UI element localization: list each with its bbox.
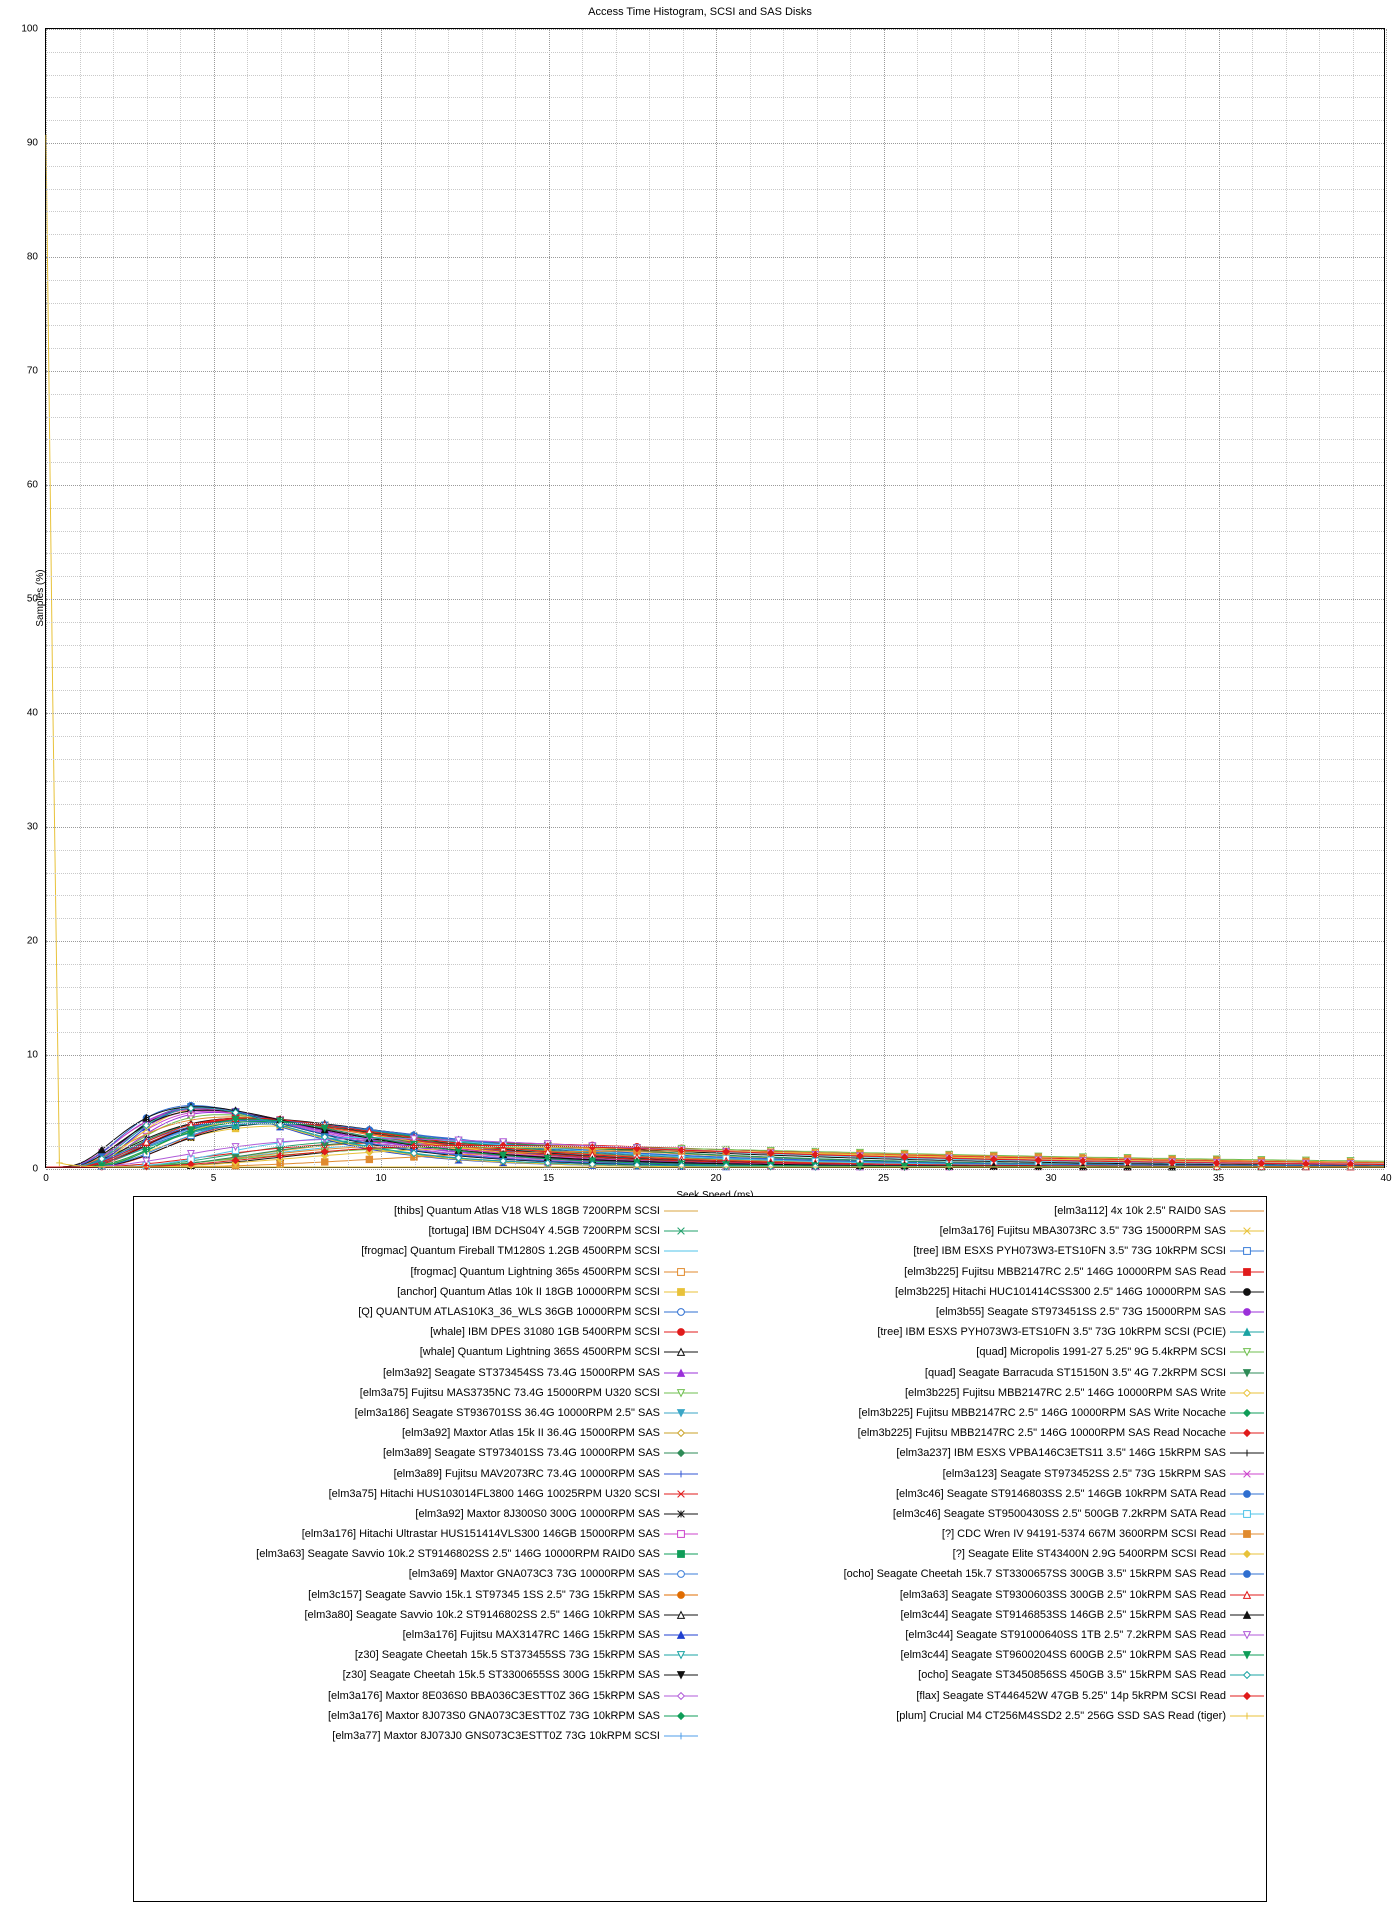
legend-swatch xyxy=(1230,1366,1264,1380)
gridline-horizontal xyxy=(46,166,1384,167)
legend-swatch xyxy=(1230,1668,1264,1682)
legend-swatch xyxy=(1230,1547,1264,1561)
gridline-horizontal xyxy=(46,52,1384,53)
legend-swatch xyxy=(664,1305,698,1319)
legend-item-label: [whale] Quantum Lightning 365S 4500RPM SCSI xyxy=(419,1346,660,1359)
legend-item[interactable] xyxy=(134,1544,700,1564)
gridline-vertical xyxy=(1319,29,1320,1167)
legend-item[interactable] xyxy=(700,1625,1266,1645)
legend-item-label: [tree] IBM ESXS PYH073W3-ETS10FN 3.5" 73G 10kRPM SCSI xyxy=(913,1245,1226,1258)
legend-item-label: [elm3a63] Seagate Savvio 10k.2 ST9146802SS 2.5" 146G 10000RPM RAID0 SAS xyxy=(256,1548,660,1561)
gridline-horizontal xyxy=(46,234,1384,235)
legend-swatch xyxy=(1230,1386,1264,1400)
legend-item[interactable] xyxy=(700,1645,1266,1665)
legend-item[interactable] xyxy=(700,1383,1266,1403)
legend-swatch xyxy=(664,1507,698,1521)
legend-item-label: [?] Seagate Elite ST43400N 2.9G 5400RPM SCSI Read xyxy=(952,1548,1226,1561)
legend-swatch xyxy=(664,1729,698,1743)
legend-swatch xyxy=(1230,1325,1264,1339)
gridline-horizontal xyxy=(46,211,1384,212)
legend-item[interactable] xyxy=(134,1383,700,1403)
gridline-horizontal xyxy=(46,462,1384,463)
legend-swatch xyxy=(664,1709,698,1723)
legend-item-label: [elm3a89] Fujitsu MAV2073RC 73.4G 10000RPM SAS xyxy=(393,1467,660,1480)
gridline-vertical xyxy=(783,29,784,1167)
legend-item[interactable] xyxy=(700,1363,1266,1383)
legend-swatch xyxy=(664,1345,698,1359)
x-axis-tick-label: 40 xyxy=(1380,1173,1392,1184)
legend-item-label: [elm3a75] Hitachi HUS103014FL3800 146G 10025RPM U320 SCSI xyxy=(328,1487,660,1500)
legend-item-label: [elm3a176] Maxtor 8J073S0 GNA073C3ESTT0Z 73G 10kRPM SAS xyxy=(328,1709,660,1722)
x-axis-tick-label: 15 xyxy=(542,1173,555,1184)
gridline-vertical xyxy=(180,29,181,1167)
legend-swatch xyxy=(664,1668,698,1682)
legend-item-label: [whale] IBM DPES 31080 1GB 5400RPM SCSI xyxy=(430,1326,660,1339)
legend-item-label: [tortuga] IBM DCHS04Y 4.5GB 7200RPM SCSI xyxy=(428,1225,660,1238)
gridline-horizontal xyxy=(46,531,1384,532)
legend-item-label: [plum] Crucial M4 CT256M4SSD2 2.5" 256G SSD SAS Read (tiger) xyxy=(896,1709,1226,1722)
gridline-vertical xyxy=(147,29,148,1167)
gridline-vertical xyxy=(1152,29,1153,1167)
gridline-horizontal xyxy=(46,918,1384,919)
legend-item[interactable] xyxy=(134,1282,700,1302)
legend-item-label: [elm3b225] Fujitsu MBB2147RC 2.5" 146G 10000RPM SAS Write xyxy=(904,1386,1226,1399)
y-axis-tick-label: 40 xyxy=(26,707,38,719)
legend-item-label: [elm3a123] Seagate ST973452SS 2.5" 73G 15kRPM SAS xyxy=(942,1467,1226,1480)
legend-swatch xyxy=(1230,1426,1264,1440)
legend-item[interactable] xyxy=(134,1443,700,1463)
y-axis-label: Samples (%) xyxy=(35,569,47,627)
legend-item-label: [elm3a176] Fujitsu MBA3073RC 3.5" 73G 15000RPM SAS xyxy=(939,1225,1226,1238)
y-axis-tick-label: 0 xyxy=(32,1163,38,1175)
legend-item-label: [elm3a186] Seagate ST936701SS 36.4G 10000RPM 2.5" SAS xyxy=(354,1406,660,1419)
x-axis-tick-label: 30 xyxy=(1045,1173,1057,1184)
legend-swatch xyxy=(664,1325,698,1339)
legend-swatch xyxy=(664,1588,698,1602)
gridline-vertical xyxy=(1353,29,1354,1167)
gridline-horizontal xyxy=(46,97,1384,98)
gridline-horizontal xyxy=(46,576,1384,577)
y-axis-tick-label: 50 xyxy=(26,593,38,605)
gridline-horizontal xyxy=(46,827,1384,828)
legend-item[interactable] xyxy=(134,1463,700,1483)
legend-swatch xyxy=(664,1406,698,1420)
legend-item[interactable] xyxy=(134,1605,700,1625)
y-axis-tick-label: 80 xyxy=(26,251,38,263)
gridline-vertical xyxy=(1219,29,1220,1167)
legend-swatch xyxy=(664,1366,698,1380)
gridline-horizontal xyxy=(46,29,1384,30)
y-axis-tick-label: 10 xyxy=(26,1049,38,1061)
gridline-horizontal xyxy=(46,713,1384,714)
legend-item[interactable] xyxy=(700,1221,1266,1241)
legend-swatch xyxy=(664,1527,698,1541)
legend-item-label: [elm3c157] Seagate Savvio 15k.1 ST97345 1SS 2.5" 73G 15kRPM SAS xyxy=(308,1588,660,1601)
legend-item-label: [elm3a89] Seagate ST973401SS 73.4G 10000RPM SAS xyxy=(382,1447,660,1460)
legend-swatch xyxy=(664,1467,698,1481)
legend-item-label: [elm3a80] Seagate Savvio 10k.2 ST9146802SS 2.5" 146G 10kRPM SAS xyxy=(304,1608,660,1621)
gridline-vertical xyxy=(515,29,516,1167)
legend-swatch xyxy=(1230,1467,1264,1481)
gridline-vertical xyxy=(917,29,918,1167)
legend-item-label: [elm3a92] Maxtor Atlas 15k II 36.4G 15000RPM SAS xyxy=(401,1427,660,1440)
y-axis-tick-label: 70 xyxy=(26,365,38,377)
legend-column-right xyxy=(700,1201,1266,1901)
legend-item[interactable] xyxy=(134,1726,700,1746)
legend-swatch xyxy=(664,1648,698,1662)
gridline-horizontal xyxy=(46,257,1384,258)
gridline-horizontal xyxy=(46,189,1384,190)
gridline-vertical xyxy=(1252,29,1253,1167)
legend-item[interactable] xyxy=(134,1201,700,1221)
legend-item-label: [ocho] Seagate ST3450856SS 450GB 3.5" 15kRPM SAS Read xyxy=(918,1669,1226,1682)
legend-item-label: [Q] QUANTUM ATLAS10K3_36_WLS 36GB 10000RPM SCSI xyxy=(358,1306,660,1319)
legend-item-label: [elm3a75] Fujitsu MAS3735NC 73.4G 15000RPM U320 SCSI xyxy=(359,1386,660,1399)
legend-item[interactable] xyxy=(700,1201,1266,1221)
legend-item-label: [elm3c46] Seagate ST9146803SS 2.5" 146GB 10kRPM SATA Read xyxy=(895,1487,1226,1500)
gridline-horizontal xyxy=(46,417,1384,418)
gridline-horizontal xyxy=(46,120,1384,121)
gridline-horizontal xyxy=(46,781,1384,782)
gridline-vertical xyxy=(113,29,114,1167)
legend-item[interactable] xyxy=(700,1484,1266,1504)
gridline-horizontal xyxy=(46,690,1384,691)
legend-item[interactable] xyxy=(700,1322,1266,1342)
gridline-horizontal xyxy=(46,303,1384,304)
legend-swatch xyxy=(1230,1507,1264,1521)
legend-item-label: [quad] Seagate Barracuda ST15150N 3.5" 4G 7.2kRPM SCSI xyxy=(924,1366,1226,1379)
legend-item[interactable] xyxy=(134,1403,700,1423)
gridline-vertical xyxy=(448,29,449,1167)
legend xyxy=(133,1196,1267,1902)
legend-item-label: [tree] IBM ESXS PYH073W3-ETS10FN 3.5" 73G 10kRPM SCSI (PCIE) xyxy=(877,1326,1226,1339)
legend-swatch xyxy=(664,1204,698,1218)
y-axis-tick-label: 30 xyxy=(26,821,38,833)
legend-swatch xyxy=(664,1386,698,1400)
legend-item[interactable] xyxy=(134,1524,700,1544)
legend-swatch xyxy=(664,1567,698,1581)
legend-item[interactable] xyxy=(700,1302,1266,1322)
legend-item-label: [thibs] Quantum Atlas V18 WLS 18GB 7200RPM SCSI xyxy=(394,1205,660,1218)
gridline-horizontal xyxy=(46,804,1384,805)
plot-area xyxy=(21,23,1392,1184)
legend-item[interactable] xyxy=(700,1544,1266,1564)
legend-item[interactable] xyxy=(700,1241,1266,1261)
gridline-vertical xyxy=(415,29,416,1167)
legend-item-label: [flax] Seagate ST446452W 47GB 5.25" 14p 5kRPM SCSI Read xyxy=(916,1689,1226,1702)
gridline-horizontal xyxy=(46,485,1384,486)
legend-item-label: [elm3a176] Fujitsu MAX3147RC 146G 15kRPM SAS xyxy=(402,1629,660,1642)
legend-item-label: [elm3a92] Seagate ST373454SS 73.4G 15000RPM SAS xyxy=(382,1366,660,1379)
legend-item-label: [elm3a92] Maxtor 8J300S0 300G 10000RPM SAS xyxy=(415,1507,660,1520)
gridline-vertical xyxy=(750,29,751,1167)
legend-item-label: [elm3b225] Fujitsu MBB2147RC 2.5" 146G 10000RPM SAS Read Nocache xyxy=(857,1427,1226,1440)
legend-item[interactable] xyxy=(700,1282,1266,1302)
gridline-horizontal xyxy=(46,850,1384,851)
gridline-vertical xyxy=(80,29,81,1167)
gridline-vertical xyxy=(281,29,282,1167)
legend-swatch xyxy=(664,1487,698,1501)
legend-swatch xyxy=(1230,1487,1264,1501)
gridline-vertical xyxy=(951,29,952,1167)
legend-item[interactable] xyxy=(134,1322,700,1342)
gridline-horizontal xyxy=(46,873,1384,874)
legend-item[interactable] xyxy=(134,1302,700,1322)
legend-item-label: [elm3b225] Fujitsu MBB2147RC 2.5" 146G 10000RPM SAS Read xyxy=(904,1265,1226,1278)
legend-item-label: [elm3a69] Maxtor GNA073C3 73G 10000RPM SAS xyxy=(408,1568,660,1581)
gridline-vertical xyxy=(1118,29,1119,1167)
gridline-horizontal xyxy=(46,1055,1384,1056)
legend-item[interactable] xyxy=(134,1706,700,1726)
legend-swatch xyxy=(1230,1527,1264,1541)
legend-swatch xyxy=(1230,1305,1264,1319)
gridline-horizontal xyxy=(46,622,1384,623)
gridline-vertical xyxy=(1085,29,1086,1167)
gridline-vertical xyxy=(348,29,349,1167)
legend-item[interactable] xyxy=(134,1625,700,1645)
legend-swatch xyxy=(1230,1608,1264,1622)
legend-item-label: [elm3a176] Hitachi Ultrastar HUS151414VLS300 146GB 15000RPM SAS xyxy=(301,1528,660,1541)
x-axis-tick-label: 35 xyxy=(1212,1173,1225,1184)
gridline-horizontal xyxy=(46,895,1384,896)
legend-swatch xyxy=(1230,1244,1264,1258)
legend-item[interactable] xyxy=(700,1504,1266,1524)
legend-swatch xyxy=(1230,1648,1264,1662)
gridline-vertical xyxy=(716,29,717,1167)
gridline-horizontal xyxy=(46,1146,1384,1147)
legend-item-label: [elm3c46] Seagate ST9500430SS 2.5" 500GB 7.2kRPM SATA Read xyxy=(892,1507,1226,1520)
gridline-vertical xyxy=(1018,29,1019,1167)
gridline-horizontal xyxy=(46,1078,1384,1079)
gridline-horizontal xyxy=(46,553,1384,554)
gridline-horizontal xyxy=(46,439,1384,440)
legend-swatch xyxy=(1230,1345,1264,1359)
legend-column-left xyxy=(134,1201,700,1901)
legend-item[interactable] xyxy=(700,1686,1266,1706)
gridline-horizontal xyxy=(46,645,1384,646)
gridline-vertical xyxy=(984,29,985,1167)
legend-swatch xyxy=(1230,1709,1264,1723)
legend-item[interactable] xyxy=(134,1665,700,1685)
legend-item[interactable] xyxy=(700,1443,1266,1463)
legend-item-label: [elm3a112] 4x 10k 2.5" RAID0 SAS xyxy=(1054,1205,1226,1218)
legend-item-label: [elm3c44] Seagate ST9600204SS 600GB 2.5" 10kRPM SAS Read xyxy=(900,1649,1226,1662)
legend-item[interactable] xyxy=(700,1585,1266,1605)
legend-swatch xyxy=(664,1547,698,1561)
legend-item-label: [elm3a63] Seagate ST9300603SS 300GB 2.5" 10kRPM SAS Read xyxy=(899,1588,1226,1601)
legend-item-label: [elm3c44] Seagate ST9146853SS 146GB 2.5" 15kRPM SAS Read xyxy=(900,1608,1226,1621)
legend-swatch xyxy=(1230,1446,1264,1460)
legend-swatch xyxy=(1230,1628,1264,1642)
gridline-horizontal xyxy=(46,75,1384,76)
gridline-vertical xyxy=(1286,29,1287,1167)
legend-item[interactable] xyxy=(700,1403,1266,1423)
legend-swatch xyxy=(664,1628,698,1642)
legend-swatch xyxy=(1230,1204,1264,1218)
legend-item[interactable] xyxy=(700,1605,1266,1625)
y-axis-tick-label: 90 xyxy=(26,137,38,149)
x-axis-tick-label: 0 xyxy=(43,1173,49,1184)
legend-item-label: [elm3a176] Maxtor 8E036S0 BBA036C3ESTT0Z 36G 15kRPM SAS xyxy=(328,1689,660,1702)
legend-item-label: [elm3b225] Hitachi HUC101414CSS300 2.5" 146G 10000RPM SAS xyxy=(894,1285,1226,1298)
legend-item-label: [frogmac] Quantum Lightning 365s 4500RPM SCSI xyxy=(410,1265,660,1278)
legend-swatch xyxy=(1230,1588,1264,1602)
gridline-horizontal xyxy=(46,143,1384,144)
gridline-vertical xyxy=(1386,29,1387,1167)
legend-item-label: [ocho] Seagate Cheetah 15k.7 ST3300657SS 300GB 3.5" 15kRPM SAS Read xyxy=(843,1568,1226,1581)
gridline-vertical xyxy=(616,29,617,1167)
gridline-vertical xyxy=(1051,29,1052,1167)
legend-item-label: [z30] Seagate Cheetah 15k.5 ST373455SS 73G 15kRPM SAS xyxy=(354,1649,660,1662)
legend-swatch xyxy=(664,1446,698,1460)
legend-item[interactable] xyxy=(134,1262,700,1282)
legend-item[interactable] xyxy=(134,1484,700,1504)
legend-item-label: [z30] Seagate Cheetah 15k.5 ST3300655SS 300G 15kRPM SAS xyxy=(342,1669,660,1682)
gridline-vertical xyxy=(214,29,215,1167)
legend-item[interactable] xyxy=(134,1241,700,1261)
legend-item[interactable] xyxy=(134,1423,700,1443)
gridline-vertical xyxy=(1185,29,1186,1167)
gridline-horizontal xyxy=(46,1009,1384,1010)
gridline-horizontal xyxy=(46,280,1384,281)
y-axis-tick-label: 60 xyxy=(26,479,38,491)
gridline-horizontal xyxy=(46,1169,1384,1170)
legend-item[interactable] xyxy=(700,1524,1266,1544)
gridline-horizontal xyxy=(46,759,1384,760)
gridline-vertical xyxy=(381,29,382,1167)
gridline-vertical xyxy=(649,29,650,1167)
page-title: Access Time Histogram, SCSI and SAS Disks xyxy=(588,6,812,18)
y-axis-tick-label: 20 xyxy=(26,935,38,947)
legend-swatch xyxy=(1230,1406,1264,1420)
legend-swatch xyxy=(664,1244,698,1258)
gridline-horizontal xyxy=(46,1101,1384,1102)
gridline-horizontal xyxy=(46,371,1384,372)
legend-swatch xyxy=(664,1265,698,1279)
legend-item-label: [elm3a77] Maxtor 8J073J0 GNS073C3ESTT0Z 73G 10kRPM SCSI xyxy=(332,1729,660,1742)
legend-item[interactable] xyxy=(134,1363,700,1383)
legend-item[interactable] xyxy=(134,1221,700,1241)
x-axis-tick-label: 20 xyxy=(710,1173,722,1184)
legend-item[interactable] xyxy=(134,1686,700,1706)
legend-swatch xyxy=(1230,1285,1264,1299)
gridline-horizontal xyxy=(46,941,1384,942)
legend-item[interactable] xyxy=(134,1564,700,1584)
gridline-horizontal xyxy=(46,667,1384,668)
gridline-horizontal xyxy=(46,325,1384,326)
gridline-vertical xyxy=(884,29,885,1167)
legend-item[interactable] xyxy=(134,1645,700,1665)
legend-swatch xyxy=(664,1224,698,1238)
legend-item-label: [quad] Micropolis 1991-27 5.25" 9G 5.4kRPM SCSI xyxy=(976,1346,1226,1359)
legend-item[interactable] xyxy=(134,1585,700,1605)
legend-item-label: [elm3b55] Seagate ST973451SS 2.5" 73G 15000RPM SAS xyxy=(935,1306,1226,1319)
gridline-vertical xyxy=(850,29,851,1167)
legend-swatch xyxy=(664,1608,698,1622)
legend-item-label: [elm3a237] IBM ESXS VPBA146C3ETS11 3.5" 146G 15kRPM SAS xyxy=(896,1447,1226,1460)
gridline-vertical xyxy=(247,29,248,1167)
legend-swatch xyxy=(1230,1265,1264,1279)
legend-item[interactable] xyxy=(700,1262,1266,1282)
x-axis-tick-label: 10 xyxy=(375,1173,387,1184)
legend-item[interactable] xyxy=(700,1423,1266,1443)
gridline-horizontal xyxy=(46,394,1384,395)
legend-item-label: [anchor] Quantum Atlas 10k II 18GB 10000RPM SCSI xyxy=(397,1285,660,1298)
gridline-horizontal xyxy=(46,599,1384,600)
legend-item[interactable] xyxy=(134,1504,700,1524)
gridline-horizontal xyxy=(46,508,1384,509)
gridline-horizontal xyxy=(46,964,1384,965)
gridline-horizontal xyxy=(46,348,1384,349)
legend-swatch xyxy=(1230,1567,1264,1581)
legend-item-label: [?] CDC Wren IV 94191-5374 667M 3600RPM SCSI Read xyxy=(941,1528,1226,1541)
legend-swatch xyxy=(664,1689,698,1703)
legend-item[interactable] xyxy=(134,1342,700,1362)
x-axis-tick-label: 5 xyxy=(210,1173,217,1184)
legend-item[interactable] xyxy=(700,1463,1266,1483)
gridline-horizontal xyxy=(46,1032,1384,1033)
legend-item[interactable] xyxy=(700,1706,1266,1726)
gridline-vertical xyxy=(46,29,47,1167)
legend-swatch xyxy=(664,1285,698,1299)
gridline-horizontal xyxy=(46,736,1384,737)
legend-swatch xyxy=(1230,1224,1264,1238)
legend-item[interactable] xyxy=(700,1665,1266,1685)
gridline-vertical xyxy=(549,29,550,1167)
gridline-vertical xyxy=(582,29,583,1167)
legend-item[interactable] xyxy=(700,1564,1266,1584)
gridline-horizontal xyxy=(46,1123,1384,1124)
legend-item-label: [elm3c44] Seagate ST91000640SS 1TB 2.5" 7.2kRPM SAS Read xyxy=(905,1629,1226,1642)
y-axis-tick-label: 100 xyxy=(21,23,38,35)
gridline-vertical xyxy=(314,29,315,1167)
legend-swatch xyxy=(664,1426,698,1440)
gridline-vertical xyxy=(817,29,818,1167)
gridline-vertical xyxy=(482,29,483,1167)
legend-item-label: [frogmac] Quantum Fireball TM1280S 1.2GB 4500RPM SCSI xyxy=(361,1245,660,1258)
x-axis-tick-label: 25 xyxy=(877,1173,890,1184)
legend-swatch xyxy=(1230,1689,1264,1703)
gridline-vertical xyxy=(683,29,684,1167)
gridline-horizontal xyxy=(46,987,1384,988)
legend-item-label: [elm3b225] Fujitsu MBB2147RC 2.5" 146G 10000RPM SAS Write Nocache xyxy=(858,1406,1226,1419)
legend-item[interactable] xyxy=(700,1342,1266,1362)
